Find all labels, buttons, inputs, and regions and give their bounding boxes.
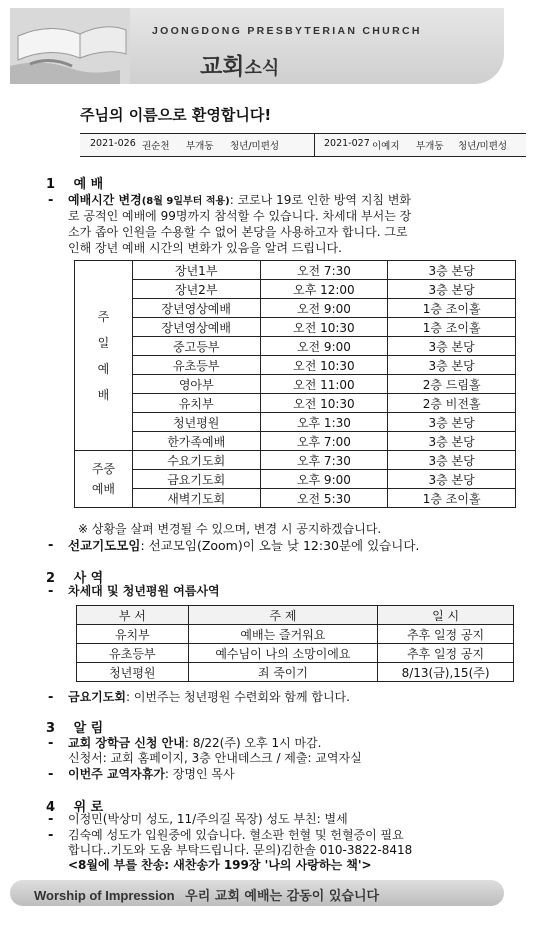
footer-banner (10, 880, 504, 906)
table-row (77, 625, 514, 644)
schedule-change-text-4: 인해 장년 예배 시간의 변화가 있음을 알려 드립니다. (68, 241, 342, 255)
service-place: 3층 본당 (388, 470, 516, 489)
service-time: 오전 10:30 (260, 318, 388, 337)
bullet-mark: - (48, 828, 54, 843)
service-time: 오전 10:30 (260, 356, 388, 375)
sunday-label-char: 배 (97, 387, 110, 402)
newsletter-title (200, 48, 279, 81)
pastor-leave-notice (68, 767, 235, 782)
sunday-label-char: 예 (97, 361, 110, 376)
table-row (75, 280, 516, 299)
duty-code-1: 2021-026 (90, 138, 136, 149)
title-small: 소식 (244, 58, 280, 79)
service-name: 장년2부 (132, 280, 260, 299)
duty-area-1: 부개동 (186, 141, 214, 152)
section-3-title: 알 림 (73, 721, 104, 736)
service-place: 1층 조이홀 (388, 489, 516, 508)
table-row (75, 451, 516, 470)
footer-korean: 우리 교회 예배는 감동이 있습니다 (185, 889, 380, 904)
bullet-mark: - (48, 736, 54, 751)
service-time: 오전 10:30 (260, 394, 388, 413)
mission-prayer-text: : 선교모임(Zoom)이 오늘 낮 12:30분에 있습니다. (140, 538, 420, 553)
theme-cell: 예수님이 나의 소망이에요 (188, 644, 377, 663)
table-row (75, 337, 516, 356)
service-place: 3층 본당 (388, 356, 516, 375)
schedule-note: ※ 상황을 살펴 변경될 수 있으며, 변경 시 공지하겠습니다. (78, 522, 382, 536)
service-name: 장년영상예배 (132, 318, 260, 337)
mission-prayer-notice (68, 538, 419, 553)
service-time: 오후 7:00 (260, 432, 388, 451)
summer-ministry-table (76, 605, 514, 682)
schedule-change-notice (68, 193, 411, 209)
service-time: 오후 12:00 (260, 280, 388, 299)
table-row (77, 663, 514, 682)
title-main: 교회 (200, 54, 245, 80)
welcome-heading: 주님의 이름으로 환영합니다! (80, 106, 272, 124)
section-4-number: 4 (46, 800, 56, 815)
service-name: 수요기도회 (132, 451, 260, 470)
mission-prayer-title: 선교기도모임 (68, 538, 141, 553)
scholarship-text: : 8/22(주) 오후 1시 마감. (184, 736, 322, 750)
service-place: 1층 조이홀 (388, 299, 516, 318)
service-time: 오전 11:00 (260, 375, 388, 394)
theme-cell: 예배는 즐거워요 (188, 625, 377, 644)
service-name: 유초등부 (132, 356, 260, 375)
duty-group-1: 청년/미편성 (230, 141, 280, 152)
table-row (75, 394, 516, 413)
worship-schedule-table (74, 260, 516, 508)
service-name: 영아부 (132, 375, 260, 394)
service-name: 장년1부 (132, 261, 260, 280)
service-name: 한가족예배 (132, 432, 260, 451)
sunday-label-char: 주 (97, 309, 110, 324)
duty-code-2: 2021-027 (324, 138, 370, 149)
schedule-change-text-3: 소가 좁아 인원을 수용할 수 없어 본당을 사용하고자 합니다. 그로 (68, 225, 408, 239)
service-time: 오전 9:00 (260, 337, 388, 356)
schedule-change-date: (8월 9일부터 적용) (141, 196, 230, 207)
schedule-change-title: 예배시간 변경 (68, 193, 142, 207)
midweek-worship-label (75, 451, 133, 508)
section-2-number: 2 (46, 571, 56, 586)
bullet-mark: - (48, 193, 54, 208)
service-name: 청년평원 (132, 413, 260, 432)
department-cell: 유치부 (77, 625, 189, 644)
service-place: 2층 비전홀 (388, 394, 516, 413)
open-book-illustration (10, 8, 130, 84)
duty-divider (314, 134, 315, 156)
schedule-change-text-1: : 코로나 19로 인한 방역 지침 변화 (229, 193, 412, 207)
pastor-leave-text: : 장명인 목사 (164, 767, 235, 781)
header-banner (10, 8, 504, 84)
theme-cell: 죄 죽이기 (188, 663, 377, 682)
table-row (75, 413, 516, 432)
scholarship-text-2: 신청서: 교회 홈페이지, 3층 안내데스크 / 제출: 교역자실 (68, 751, 362, 765)
department-cell: 청년평원 (77, 663, 189, 682)
bullet-mark: - (48, 538, 54, 553)
section-1-number: 1 (46, 177, 56, 192)
duty-group-2: 청년/미편성 (458, 141, 508, 152)
service-time: 오전 5:30 (260, 489, 388, 508)
pastor-leave-title: 이번주 교역자휴가 (68, 767, 165, 781)
table-row (75, 489, 516, 508)
header-theme: 주 제 (188, 606, 377, 625)
section-3-heading (46, 717, 103, 736)
duty-name-2: 이예지 (372, 141, 400, 152)
bullet-mark: - (48, 812, 54, 827)
header-department: 부 서 (77, 606, 189, 625)
service-place: 3층 본당 (388, 280, 516, 299)
bullet-mark: - (48, 690, 54, 705)
table-row (75, 432, 516, 451)
midweek-label-line: 예배 (91, 482, 116, 496)
section-4-title: 위 로 (73, 800, 104, 815)
service-place: 1층 조이홀 (388, 318, 516, 337)
sunday-label-char: 일 (97, 335, 110, 350)
footer-text (34, 885, 379, 904)
schedule-cell: 추후 일정 공지 (378, 644, 514, 663)
midweek-label-line: 주중 (91, 462, 116, 476)
table-row (75, 318, 516, 337)
table-row (75, 470, 516, 489)
section-2-title: 사 역 (73, 571, 104, 586)
service-name: 중고등부 (132, 337, 260, 356)
sunday-worship-label (75, 261, 133, 451)
service-place: 2층 드림홀 (388, 375, 516, 394)
table-row (75, 299, 516, 318)
condolence-item: 이정민(박상미 성도, 11/주의길 목장) 성도 부친: 별세 (68, 812, 348, 826)
service-time: 오후 7:30 (260, 451, 388, 470)
church-name: JOONGDONG PRESBYTERIAN CHURCH (152, 25, 422, 37)
scholarship-notice (68, 736, 322, 751)
friday-prayer-title: 금요기도회 (68, 690, 126, 704)
header-schedule: 일 시 (378, 606, 514, 625)
service-place: 3층 본당 (388, 451, 516, 470)
table-row (77, 644, 514, 663)
service-time: 오후 9:00 (260, 470, 388, 489)
schedule-change-text-2: 로 공적인 예배에 99명까지 참석할 수 있습니다. 차세대 부서는 장 (68, 209, 412, 223)
schedule-cell: 추후 일정 공지 (378, 625, 514, 644)
footer-english: Worship of Impression (34, 888, 175, 903)
table-row (75, 261, 516, 280)
service-time: 오전 9:00 (260, 299, 388, 318)
hospital-item-line-1: 김숙예 성도가 입원중에 있습니다. 혈소판 헌혈 및 헌혈증이 필요 (68, 828, 404, 842)
service-time: 오전 7:30 (260, 261, 388, 280)
duty-area-2: 부개동 (416, 141, 444, 152)
table-row (75, 356, 516, 375)
duty-strip (80, 133, 526, 157)
section-1-title: 예 배 (73, 177, 104, 192)
service-name: 장년영상예배 (132, 299, 260, 318)
service-place: 3층 본당 (388, 337, 516, 356)
duty-name-1: 권순천 (142, 141, 170, 152)
table-header-row (77, 606, 514, 625)
bullet-mark: - (48, 767, 54, 782)
bullet-mark: - (48, 584, 54, 599)
service-time: 오후 1:30 (260, 413, 388, 432)
friday-prayer-text: : 이번주는 청년평원 수련회와 함께 합니다. (125, 690, 350, 704)
schedule-cell: 8/13(금),15(주) (378, 663, 514, 682)
service-place: 3층 본당 (388, 432, 516, 451)
department-cell: 유초등부 (77, 644, 189, 663)
scholarship-title: 교회 장학금 신청 안내 (68, 736, 185, 750)
table-row (75, 375, 516, 394)
service-place: 3층 본당 (388, 413, 516, 432)
summer-ministry-title-text: 차세대 및 청년평원 여름사역 (68, 584, 220, 598)
service-name: 유치부 (132, 394, 260, 413)
hospital-item-line-2: 합니다..기도와 도움 부탁드립니다. 문의)김한솔 010-3822-8418 (68, 843, 413, 857)
service-name: 금요기도회 (132, 470, 260, 489)
service-name: 새벽기도회 (132, 489, 260, 508)
friday-prayer-notice (68, 690, 350, 705)
hymn-of-month: <8월에 부를 찬송: 새찬송가 199장 '나의 사랑하는 책'> (68, 858, 372, 872)
summer-ministry-title (68, 584, 220, 599)
section-1-heading (46, 173, 103, 192)
section-3-number: 3 (46, 721, 56, 736)
service-place: 3층 본당 (388, 261, 516, 280)
